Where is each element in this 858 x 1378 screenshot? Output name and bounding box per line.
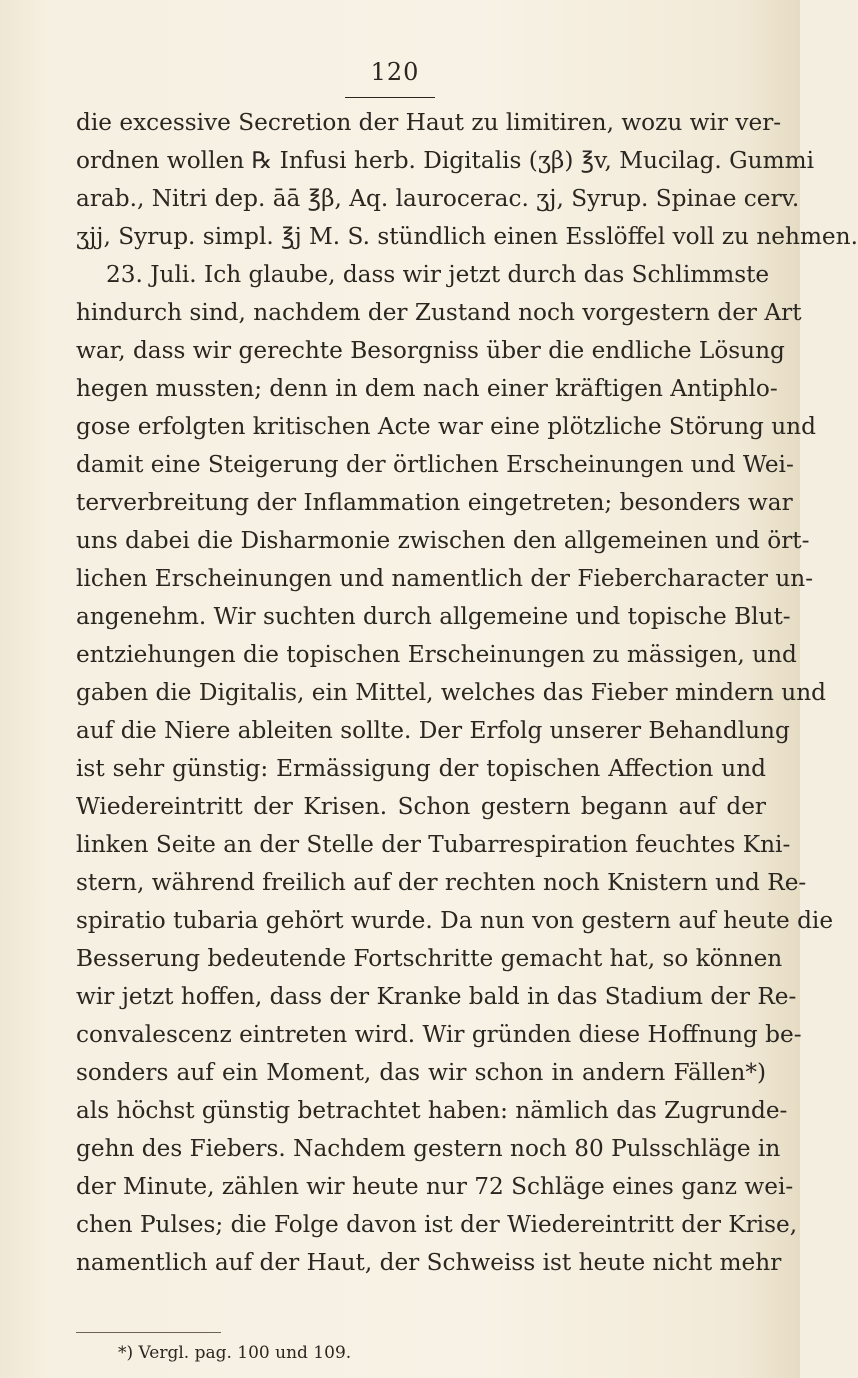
text-line: als höchst günstig betrachtet haben: nämlich das Zugrunde- xyxy=(76,1097,788,1124)
text-line: gose erfolgten kritischen Acte war eine plötzliche Störung und xyxy=(76,413,816,440)
text-line: wir jetzt hoffen, dass der Kranke bald in das Stadium der Re- xyxy=(76,983,797,1010)
text-line: auf die Niere ableiten sollte. Der Erfolg unserer Behandlung xyxy=(76,717,790,744)
text-line: hindurch sind, nachdem der Zustand noch vorgestern der Art xyxy=(76,299,802,326)
page-number-rule xyxy=(345,97,435,98)
text-line: lichen Erscheinungen und namentlich der Fiebercharacter un- xyxy=(76,565,814,592)
text-line: 23. Juli. Ich glaube, dass wir jetzt durch das Schlimmste xyxy=(106,261,770,288)
text-line: ordnen wollen ℞ Infusi herb. Digitalis (ʒβ) ℥v, Mucilag. Gummi xyxy=(76,147,814,174)
footnote: *) Vergl. pag. 100 und 109. xyxy=(118,1343,352,1363)
text-line: uns dabei die Disharmonie zwischen den allgemeinen und ört- xyxy=(76,527,810,554)
text-line: die excessive Secretion der Haut zu limitiren, wozu wir ver- xyxy=(76,109,782,136)
text-line: hegen mussten; denn in dem nach einer kräftigen Antiphlo- xyxy=(76,375,778,402)
text-line: war, dass wir gerechte Besorgniss über die endliche Lösung xyxy=(76,337,785,364)
body-text xyxy=(76,104,858,1282)
text-line: damit eine Steigerung der örtlichen Erscheinungen und Wei- xyxy=(76,451,794,478)
text-line: sonders auf ein Moment, das wir schon in andern Fällen*) xyxy=(76,1059,766,1086)
text-line: spiratio tubaria gehört wurde. Da nun von gestern auf heute die xyxy=(76,907,834,934)
page-number: 120 xyxy=(370,58,420,86)
text-line: ist sehr günstig: Ermässigung der topischen Affection und xyxy=(76,755,766,782)
text-line: entziehungen die topischen Erscheinungen zu mässigen, und xyxy=(76,641,797,668)
footnote-rule xyxy=(76,1332,221,1333)
text-line: linken Seite an der Stelle der Tubarrespiration feuchtes Kni- xyxy=(76,831,791,858)
text-line: gehn des Fiebers. Nachdem gestern noch 80 Pulsschläge in xyxy=(76,1135,781,1162)
text-line: stern, während freilich auf der rechten noch Knistern und Re- xyxy=(76,869,807,896)
text-line: Besserung bedeutende Fortschritte gemacht hat, so können xyxy=(76,945,783,972)
text-line: chen Pulses; die Folge davon ist der Wiedereintritt der Krise, xyxy=(76,1211,798,1238)
text-line: ʒjj, Syrup. simpl. ℥j M. S. stündlich einen Esslöffel voll zu nehmen. xyxy=(76,223,858,250)
text-line: Wiedereintritt der Krisen. Schon gestern begann auf der xyxy=(76,793,766,820)
text-line: arab., Nitri dep. āā ℥β, Aq. laurocerас. ʒj, Syrup. Spinae cerv. xyxy=(76,185,800,212)
text-line: convalescenz eintreten wird. Wir gründen diese Hoffnung be- xyxy=(76,1021,802,1048)
text-line: gaben die Digitalis, ein Mittel, welches das Fieber mindern und xyxy=(76,679,826,706)
text-line: der Minute, zählen wir heute nur 72 Schläge eines ganz wei- xyxy=(76,1173,794,1200)
text-line: terverbreitung der Inflammation eingetreten; besonders war xyxy=(76,489,793,516)
text-line: angenehm. Wir suchten durch allgemeine und topische Blut- xyxy=(76,603,791,630)
text-line: namentlich auf der Haut, der Schweiss ist heute nicht mehr xyxy=(76,1249,782,1276)
